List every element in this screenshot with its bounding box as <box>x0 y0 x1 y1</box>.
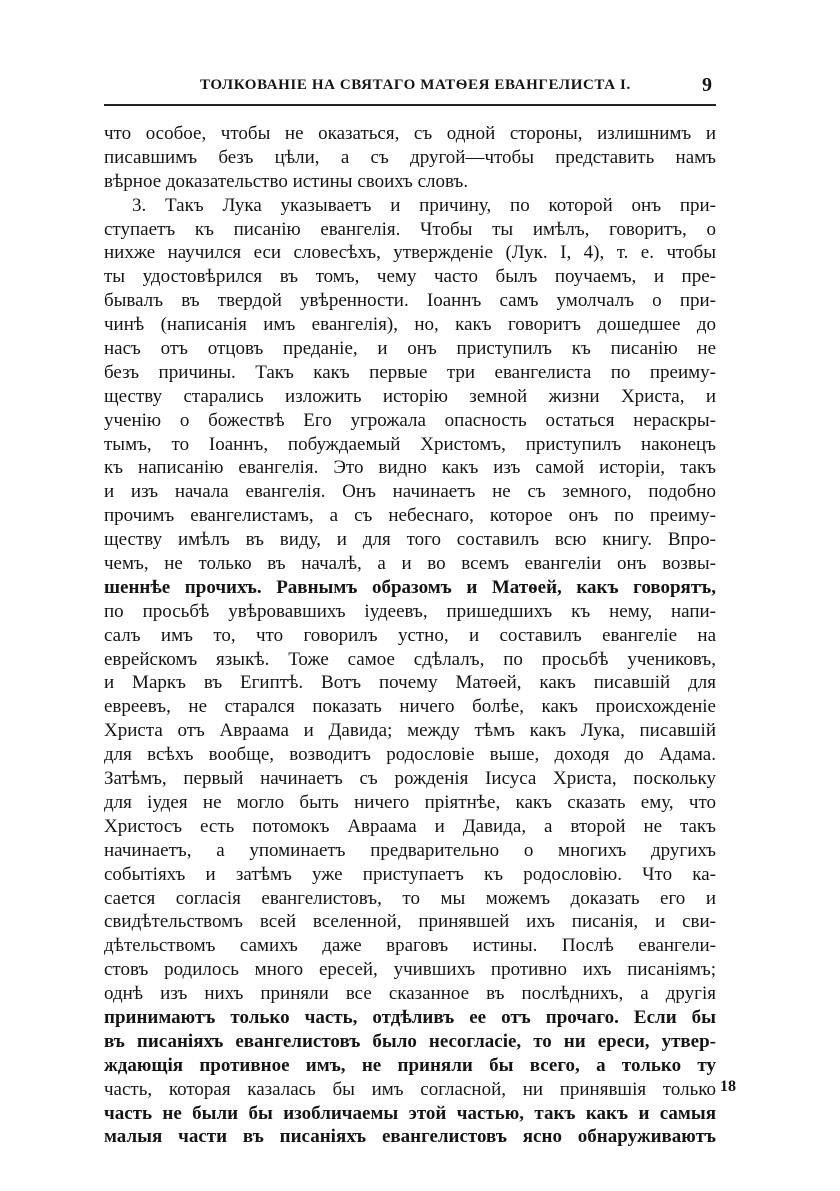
text-line: евреевъ, не старался показать ничего болѣе, какъ происхожденіе <box>104 696 716 718</box>
text-line: часть не были бы изобличаемы этой частью, такъ какъ и самыя <box>104 1102 716 1124</box>
text-line: свидѣтельствомъ всей вселенной, принявшей ихъ писанія, и сви- <box>104 911 716 933</box>
text-line: дѣтельствомъ самихъ даже враговъ истины. Послѣ евангели- <box>104 935 716 957</box>
text-line: еврейскомъ языкѣ. Тоже самое сдѣлалъ, по просьбѣ учениковъ, <box>104 648 716 670</box>
text-line: къ написанію евангелія. Это видно какъ изъ самой исторіи, такъ <box>104 457 716 479</box>
text-line: для іудея не могло быть ничего пріятнѣе, какъ сказать ему, что <box>104 791 716 813</box>
text-line: сается согласія евангелистовъ, то мы можемъ доказать его и <box>104 887 716 909</box>
text-line: Затѣмъ, первый начинаетъ съ рожденія Іисуса Христа, поскольку <box>104 768 716 790</box>
text-line: событіяхъ и затѣмъ уже приступаетъ къ родословію. Что ка- <box>104 863 716 885</box>
text-line: бывалъ въ твердой увѣренности. Іоаннъ самъ умолчалъ о при- <box>104 290 716 312</box>
text-line: начинаетъ, а упоминаетъ предварительно о многихъ другихъ <box>104 839 716 861</box>
text-line: безъ причины. Такъ какъ первые три евангелиста по преиму- <box>104 361 716 383</box>
text-line: Христа отъ Авраама и Давида; между тѣмъ какъ Лука, писавшій <box>104 720 716 742</box>
text-line: чемъ, не только въ началѣ, а и во всемъ евангеліи онъ возвы- <box>104 553 716 575</box>
text-line: въ писаніяхъ евангелистовъ было несогласіе, то ни ереси, утвер- <box>104 1030 716 1052</box>
text-line: однѣ изъ нихъ приняли все сказанное въ послѣднихъ, а другія <box>104 983 716 1005</box>
text-line: что особое, чтобы не оказаться, съ одной стороны, излишнимъ и <box>104 123 716 144</box>
text-line: часть, которая казалась бы имъ согласной, ни принявшія только <box>104 1078 716 1100</box>
text-line: ученію о божествѣ Его угрожала опасность остаться нераскры- <box>104 409 716 431</box>
text-line: стовъ родилось много ересей, учившихъ противно ихъ писаніямъ; <box>104 959 716 981</box>
text-line: насъ отъ отцовъ преданіе, и онъ приступилъ къ писанію не <box>104 338 716 360</box>
text-line: ступаетъ къ писанію евангелія. Чтобы ты имѣлъ, говоритъ, о <box>104 218 716 240</box>
running-title: ТОЛКОВАНІЕ НА СВЯТАГО МАТѲЕЯ ЕВАНГЕЛИСТА I. <box>200 77 631 93</box>
text-line: и изъ начала евангелія. Онъ начинаетъ не съ земного, подобно <box>104 481 716 503</box>
text-line: по просьбѣ увѣровавшихъ іудеевъ, пришедшихъ къ нему, напи- <box>104 600 716 622</box>
text-line: для всѣхъ вообще, возводитъ родословіе выше, доходя до Адама. <box>104 744 716 766</box>
text-line: ты удостовѣрился въ томъ, чему часто былъ поучаемъ, и пре- <box>104 266 716 288</box>
text-line: принимаютъ только часть, отдѣливъ ее отъ прочаго. Если бы <box>104 1006 716 1028</box>
text-line: ществу имѣлъ въ виду, и для того составилъ всю книгу. Впро- <box>104 529 716 551</box>
text-line: малыя части въ писаніяхъ евангелистовъ ясно обнаруживаютъ <box>104 1126 716 1148</box>
page-number: 9 <box>702 74 712 96</box>
text-line: вѣрное доказательство истины своихъ словъ. <box>104 170 469 192</box>
text-line: тымъ, то Іоаннъ, побуждаемый Христомъ, приступилъ наконецъ <box>104 433 716 455</box>
text-line: чинѣ (написанія имъ евангелія), но, какъ говоритъ дошедшее до <box>104 314 716 336</box>
text-line: ждающія противное имъ, не приняли бы всего, а только ту <box>104 1054 716 1076</box>
text-line: и Маркъ въ Египтѣ. Вотъ почему Матѳей, какъ писавшій для <box>104 672 716 694</box>
text-line: салъ имъ то, что говорилъ устно, и составилъ евангеліе на <box>104 624 716 646</box>
margin-number: 18 <box>720 1078 736 1095</box>
text-line: Христосъ есть потомокъ Авраама и Давида, а второй не такъ <box>104 815 716 837</box>
text-line: нихже научился еси словесѣхъ, утвержденіе (Лук. I, 4), т. е. чтобы <box>104 242 716 264</box>
text-line: писавшимъ безъ цѣли, а съ другой—чтобы представить намъ <box>104 146 716 168</box>
body-text <box>104 122 716 1149</box>
running-header <box>104 74 716 106</box>
text-line: шеннѣе прочихъ. Равнымъ образомъ и Матѳей, какъ говорятъ, <box>104 576 716 598</box>
paragraph-start-line: 3. Такъ Лука указываетъ и причину, по которой онъ при- <box>132 194 716 216</box>
text-line: прочимъ евангелистамъ, а съ небеснаго, которое онъ по преиму- <box>104 505 716 527</box>
text-line: ществу старались изложить исторію земной жизни Христа, и <box>104 385 716 407</box>
